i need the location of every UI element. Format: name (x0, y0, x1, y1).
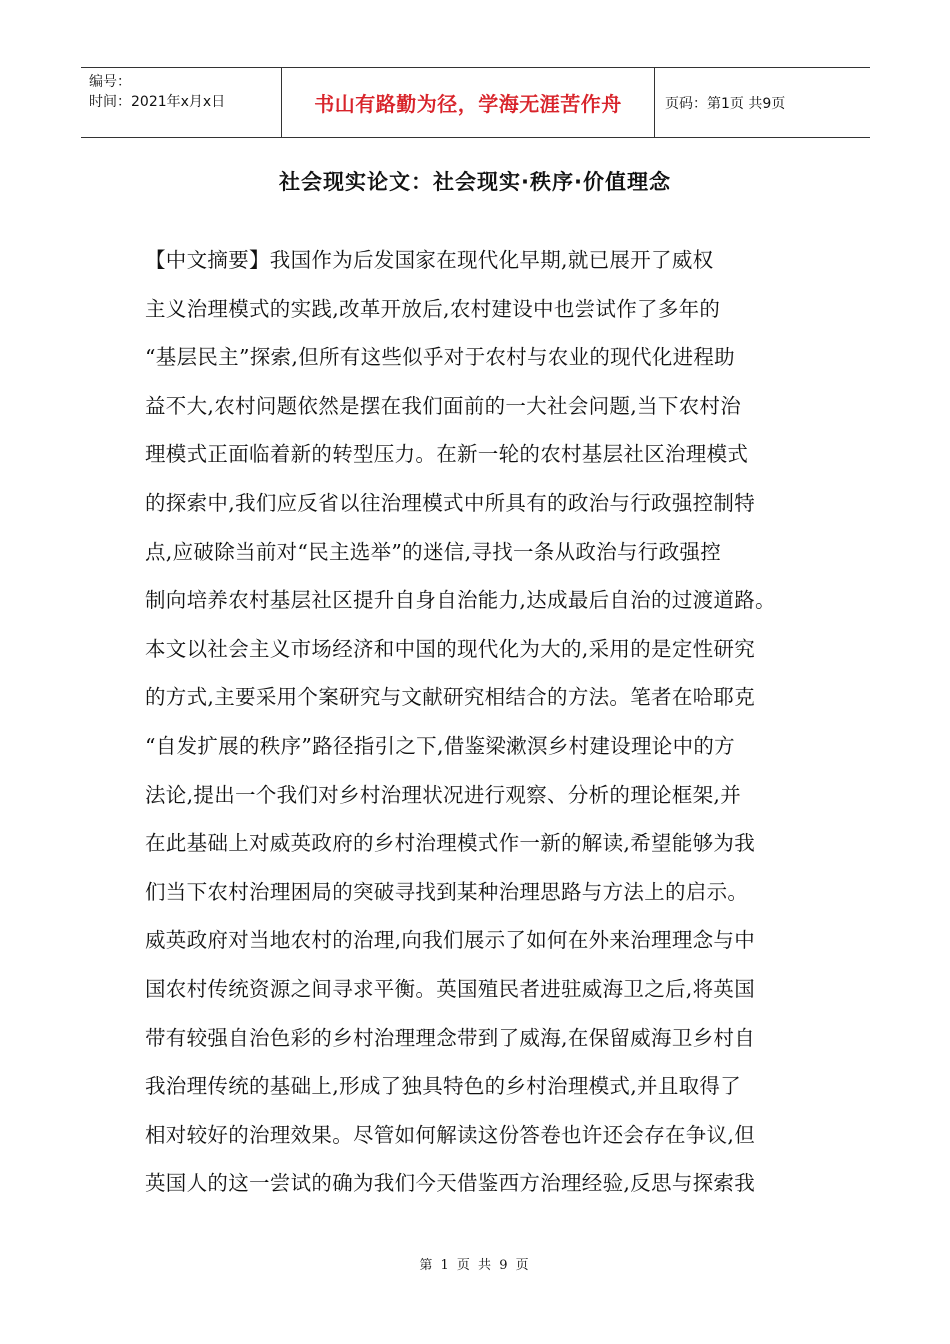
page-footer: 第 1 页 共 9 页 (419, 1258, 531, 1273)
body-line: 英国人的这一尝试的确为我们今天借鉴西方治理经验,反思与探索我 (145, 1171, 756, 1196)
body-line: 理模式正面临着新的转型压力。在新一轮的农村基层社区治理模式 (145, 442, 749, 467)
body-line: 点,应破除当前对“民主选举”的迷信,寻找一条从政治与行政强控 (145, 539, 721, 564)
body-line: 在此基础上对威英政府的乡村治理模式作一新的解读,希望能够为我 (145, 831, 756, 856)
body-line: 【中文摘要】我国作为后发国家在现代化早期,就已展开了威权 (145, 248, 714, 272)
document-title: 社会现实论文：社会现实·秩序·价值理念 (279, 170, 671, 194)
body-line: 我治理传统的基础上,形成了独具特色的乡村治理模式,并且取得了 (145, 1074, 742, 1099)
header-page-info (655, 68, 870, 137)
body-line: 制向培养农村基层社区提升自身自治能力,达成最后自治的过渡道路。 (145, 588, 776, 613)
body-line: 国农村传统资源之间寻求平衡。英国殖民者进驻威海卫之后,将英国 (145, 976, 756, 1001)
body-line: 益不大,农村问题依然是摆在我们面前的一大社会问题,当下农村治 (145, 393, 742, 418)
header-table (81, 67, 870, 138)
body-line: 相对较好的治理效果。尽管如何解读这份答卷也许还会存在争议,但 (145, 1122, 756, 1147)
body-line: 本文以社会主义市场经济和中国的现代化为大的,采用的是定性研究 (145, 636, 756, 661)
header-meta (81, 68, 281, 137)
body-line: 威英政府对当地农村的治理,向我们展示了如何在外来治理理念与中 (145, 928, 756, 953)
page-info-text: 页码：第1页 共9页 (665, 95, 786, 112)
body-line: “自发扩展的秩序”路径指引之下,借鉴梁漱溟乡村建设理论中的方 (145, 733, 735, 758)
body-line: 主义治理模式的实践,改革开放后,农村建设中也尝试作了多年的 (145, 296, 721, 321)
date-label: 时间：2021年x月x日 (89, 94, 226, 110)
body-line: 带有较强自治色彩的乡村治理理念带到了威海,在保留威海卫乡村自 (145, 1025, 756, 1050)
motto-text: 书山有路勤为径，学海无涯苦作舟 (314, 92, 622, 116)
body-line: 的方式,主要采用个案研究与文献研究相结合的方法。笔者在哈耶克 (145, 685, 756, 710)
body-line: 们当下农村治理困局的突破寻找到某种治理思路与方法上的启示。 (145, 879, 749, 904)
body-line: 的探索中,我们应反省以往治理模式中所具有的政治与行政强控制特 (145, 490, 756, 515)
body-line: “基层民主”探索,但所有这些似乎对于农村与农业的现代化进程助 (145, 345, 735, 370)
header-motto-cell (281, 68, 655, 137)
number-label: 编号： (89, 74, 131, 90)
document-body (145, 236, 815, 1208)
body-line: 法论,提出一个我们对乡村治理状况进行观察、分析的理论框架,并 (145, 782, 742, 807)
